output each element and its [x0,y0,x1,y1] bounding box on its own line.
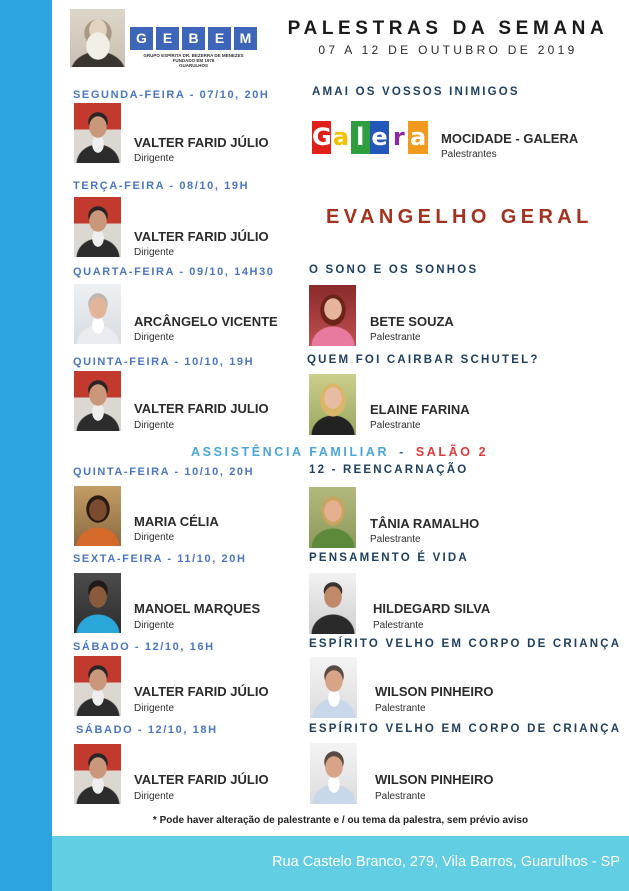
logo-letter: B [182,27,205,50]
side-stripe [0,0,52,891]
logo-letter: E [208,27,231,50]
speaker-photo [309,374,356,435]
galera-logo-letter: a [408,121,427,154]
speaker-role: Palestrante [375,791,426,802]
footnote: * Pode haver alteração de palestrante e / ou tema da palestra, sem prévio aviso [152,815,529,826]
session-theme: 12 - REENCARNAÇÃO [309,464,469,476]
speaker-photo [309,573,356,634]
footer-band [0,836,629,891]
host-name: ARCÂNGELO VICENTE [134,314,278,329]
page-title: PALESTRAS DA SEMANA [287,18,609,39]
speaker-name: WILSON PINHEIRO [375,684,494,699]
speaker-role: Palestrantes [441,149,497,160]
galera-logo-letter: l [351,121,370,154]
gebem-logo [68,8,262,68]
host-role: Dirigente [134,791,175,802]
speaker-role: Palestrante [370,420,421,431]
host-photo [74,371,121,431]
host-role: Dirigente [134,703,175,714]
host-photo [74,486,121,546]
host-role: Dirigente [134,420,175,431]
speaker-name: WILSON PINHEIRO [375,772,494,787]
speaker-role: Palestrante [373,620,424,631]
host-photo [74,656,121,716]
speaker-role: Palestrante [370,534,421,545]
speaker-photo [309,285,356,346]
host-name: VALTER FARID JÚLIO [134,229,269,244]
host-role: Dirigente [134,332,175,343]
galera-logo-letter: a [331,121,350,154]
address-text: Rua Castelo Branco, 279, Vila Barros, Guarulhos - SP [272,854,620,870]
session-day: SÁBADO - 12/10, 16H [73,641,215,653]
speaker-name: HILDEGARD SILVA [373,601,491,616]
session-day: QUINTA-FEIRA - 10/10, 20H [73,466,255,478]
galera-logo [312,121,428,154]
speaker-name: TÂNIA RAMALHO [370,516,480,531]
session-theme: ESPÍRITO VELHO EM CORPO DE CRIANÇA [309,723,622,735]
speaker-photo [310,657,357,718]
host-name: VALTER FARID JÚLIO [134,684,269,699]
logo-caption-line: FUNDADO EM 1976 [172,58,215,63]
host-name: VALTER FARID JULIO [134,401,269,416]
host-role: Dirigente [134,247,175,258]
logo-letters [130,27,257,50]
session-theme: O SONO E OS SONHOS [309,264,479,276]
speaker-role: Palestrante [375,703,426,714]
session-day: QUINTA-FEIRA - 10/10, 19H [73,356,255,368]
session-day: SEXTA-FEIRA - 11/10, 20H [73,553,247,565]
speaker-role: Palestrante [370,332,421,343]
date-range: 07 A 12 DE OUTUBRO DE 2019 [318,43,578,57]
section-heading [191,446,488,459]
host-photo [74,284,121,344]
session-day: SÁBADO - 12/10, 18H [76,724,218,736]
session-theme: ESPÍRITO VELHO EM CORPO DE CRIANÇA [309,638,622,650]
session-day: SEGUNDA-FEIRA - 07/10, 20H [73,89,270,101]
logo-letter: G [130,27,153,50]
speaker-name: ELAINE FARINA [370,402,470,417]
galera-logo-letter: G [312,121,331,154]
galera-logo-letter: e [370,121,389,154]
section-separator: - [399,445,406,459]
speaker-name: MOCIDADE - GALERA [441,131,579,146]
section-title: ASSISTÊNCIA FAMILIAR [191,445,390,459]
speaker-photo [310,743,357,804]
host-name: VALTER FARID JÚLIO [134,772,269,787]
host-role: Dirigente [134,532,175,543]
section-room: SALÃO 2 [415,445,489,459]
logo-letter: M [234,27,257,50]
session-theme-highlight: EVANGELHO GERAL [326,206,593,228]
logo-caption-line: GRUPO ESPÍRITA DR. BEZERRA DE MENEZES [143,53,244,58]
session-day: TERÇA-FEIRA - 08/10, 19H [73,180,250,192]
galera-logo-letter: r [389,121,408,154]
logo-caption [130,53,257,68]
session-day: QUARTA-FEIRA - 09/10, 14H30 [73,266,275,278]
logo-letter: E [156,27,179,50]
logo-caption-line: GUARULHOS [179,63,208,68]
speaker-name: BETE SOUZA [370,314,454,329]
host-photo [74,197,121,257]
session-theme: PENSAMENTO É VIDA [309,552,469,564]
founder-portrait [70,9,125,67]
host-photo [74,573,121,633]
host-photo [74,744,121,804]
speaker-photo [309,487,356,548]
host-role: Dirigente [134,153,175,164]
host-role: Dirigente [134,620,175,631]
host-name: MARIA CÉLIA [134,514,219,529]
host-photo [74,103,121,163]
host-name: MANOEL MARQUES [134,601,261,616]
session-theme: QUEM FOI CAIRBAR SCHUTEL? [307,354,540,366]
host-name: VALTER FARID JÚLIO [134,135,269,150]
session-theme: AMAI OS VOSSOS INIMIGOS [312,86,520,98]
